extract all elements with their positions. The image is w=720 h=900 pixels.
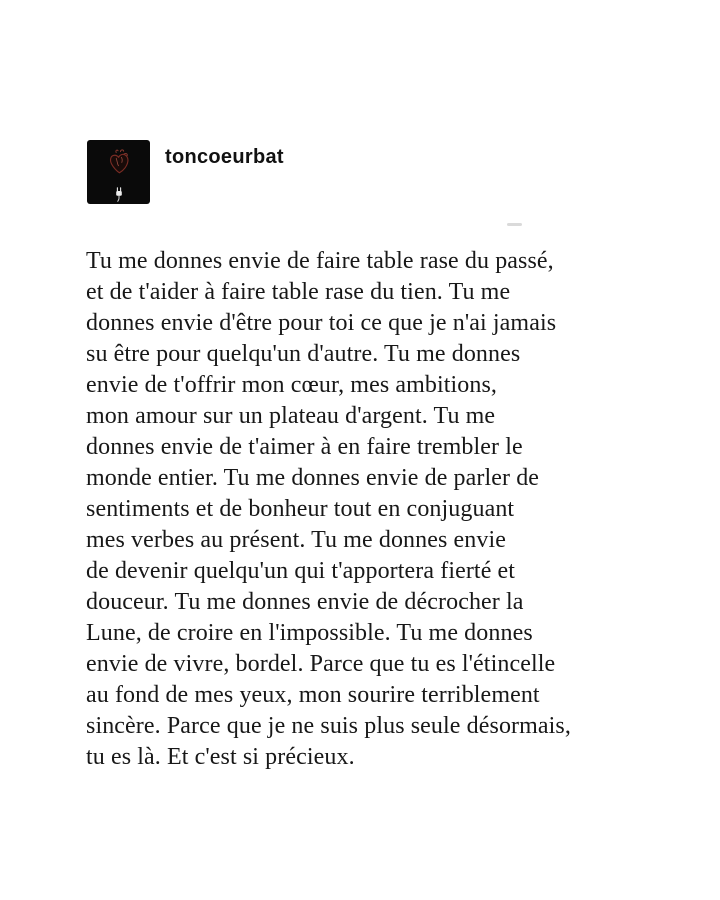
text-line: au fond de mes yeux, mon sourire terriblement	[86, 682, 540, 708]
plug-icon	[114, 182, 124, 208]
post-body	[86, 246, 661, 773]
text-line: de devenir quelqu'un qui t'apportera fierté et	[86, 558, 516, 584]
post-header	[87, 140, 284, 204]
text-line: sentiments et de bonheur tout en conjuguant	[86, 496, 515, 522]
text-line: Tu me donnes envie de faire table rase du passé,	[86, 248, 554, 274]
text-line: sincère. Parce que je ne suis plus seule désormais,	[86, 713, 571, 739]
text-line: et de t'aider à faire table rase du tien. Tu me	[86, 279, 511, 305]
avatar[interactable]	[87, 140, 150, 204]
text-line: donnes envie de t'aimer à en faire trembler le	[86, 434, 523, 460]
text-line: su être pour quelqu'un d'autre. Tu me donnes	[86, 341, 521, 367]
text-line: donnes envie d'être pour toi ce que je n'ai jamais	[86, 310, 557, 336]
text-line: envie de t'offrir mon cœur, mes ambitions,	[86, 372, 498, 398]
text-line: envie de vivre, bordel. Parce que tu es l'étincelle	[86, 651, 556, 677]
text-line: douceur. Tu me donnes envie de décrocher la	[86, 589, 524, 615]
text-line: mon amour sur un plateau d'argent. Tu me	[86, 403, 496, 429]
anatomical-heart-icon	[104, 140, 134, 182]
username[interactable]: toncoeurbat	[165, 146, 284, 168]
text-line: tu es là. Et c'est si précieux.	[86, 744, 355, 770]
text-line: Lune, de croire en l'impossible. Tu me donnes	[86, 620, 533, 646]
text-line: mes verbes au présent. Tu me donnes envie	[86, 527, 507, 553]
faint-mark	[507, 223, 522, 226]
text-line: monde entier. Tu me donnes envie de parler de	[86, 465, 540, 491]
